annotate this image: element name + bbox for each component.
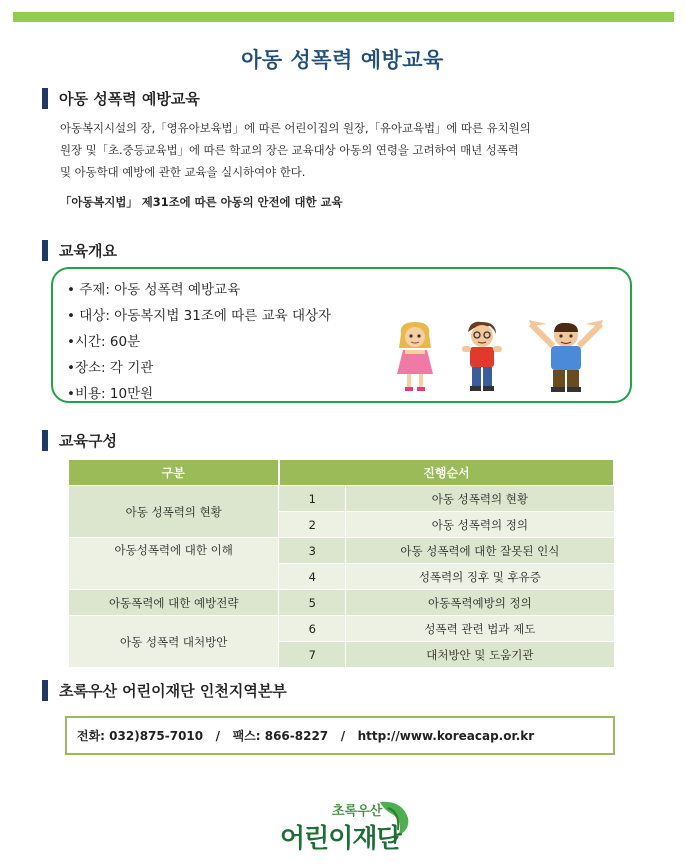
section-heading-prevention: [42, 88, 200, 109]
category-cell: 아동 성폭력의 현황: [69, 486, 279, 538]
row-content: 아동 성폭력의 현황: [346, 486, 614, 512]
curriculum-table: [68, 460, 615, 668]
foundation-logo: [280, 800, 415, 860]
overview-item-place: •장소: 각 기관: [67, 360, 154, 376]
law-reference: 「아동복지법」 제31조에 따른 아동의 안전에 대한 교육: [60, 195, 343, 209]
intro-paragraph: [60, 117, 630, 183]
header-sequence: 진행순서: [279, 460, 614, 486]
top-accent-bar: [13, 12, 674, 22]
category-cell: 아동 성폭력 대처방안: [69, 616, 279, 668]
heading-marker: [42, 430, 48, 451]
section-heading-organization: [42, 680, 287, 701]
logo-small-text: 초록우산: [332, 804, 383, 819]
row-number: 3: [279, 538, 346, 564]
paragraph-line: 원장 및「초.중등교육법」에 따른 학교의 장은 교육대상 아동의 연령을 고려하여 매년 성폭력: [60, 143, 519, 157]
table-row: [69, 616, 615, 642]
category-cell: 아동성폭력에 대한 이해: [69, 538, 279, 590]
overview-item-cost: •비용: 10만원: [67, 386, 154, 402]
section-heading-composition: [42, 430, 117, 451]
row-number: 1: [279, 486, 346, 512]
overview-item-time: •시간: 60분: [67, 334, 141, 350]
boy-blue-figure: [529, 320, 603, 392]
row-content: 아동폭력예방의 정의: [346, 590, 614, 616]
section-heading-text: 교육구성: [59, 432, 117, 450]
row-number: 6: [279, 616, 346, 642]
category-cell: 아동폭력에 대한 예방전략: [69, 590, 279, 616]
heading-marker: [42, 680, 48, 701]
row-content: 대처방안 및 도움기관: [346, 642, 614, 668]
contact-box: 전화: 032)875-7010 / 팩스: 866-8227 / http://www.koreacap.or.kr: [65, 716, 615, 755]
overview-item-target: • 대상: 아동복지법 31조에 따른 교육 대상자: [67, 308, 332, 324]
row-content: 아동 성폭력의 정의: [346, 512, 614, 538]
heading-marker: [42, 240, 48, 261]
heading-marker: [42, 88, 48, 109]
section-heading-text: 교육개요: [59, 242, 117, 260]
paragraph-line: 아동복지시설의 장,「영유아보육법」에 따른 어린이집의 원장,「유아교육법」에 따른 유치원의: [60, 121, 531, 135]
section-heading-text: 아동 성폭력 예방교육: [59, 90, 200, 108]
page-title: 아동 성폭력 예방교육: [241, 48, 444, 72]
table-row: [69, 590, 615, 616]
logo-big-text: 어린이재단: [280, 824, 401, 854]
header-category: 구분: [69, 460, 279, 486]
row-number: 2: [279, 512, 346, 538]
table-header-row: [69, 460, 615, 486]
section-heading-overview: [42, 240, 117, 261]
row-content: 성폭력의 징후 및 후유증: [346, 564, 614, 590]
boy-red-figure: [462, 322, 502, 391]
girl-figure: [397, 322, 433, 391]
overview-item-topic: • 주제: 아동 성폭력 예방교육: [67, 282, 241, 298]
table-row: [69, 538, 615, 564]
table-row: [69, 486, 615, 512]
row-number: 4: [279, 564, 346, 590]
row-number: 7: [279, 642, 346, 668]
row-content: 아동 성폭력에 대한 잘못된 인식: [346, 538, 614, 564]
section-heading-text: 초록우산 어린이재단 인천지역본부: [59, 682, 287, 700]
children-illustration: [395, 320, 610, 395]
paragraph-line: 및 아동학대 예방에 관한 교육을 실시하여야 한다.: [60, 165, 306, 179]
row-content: 성폭력 관련 법과 제도: [346, 616, 614, 642]
row-number: 5: [279, 590, 346, 616]
